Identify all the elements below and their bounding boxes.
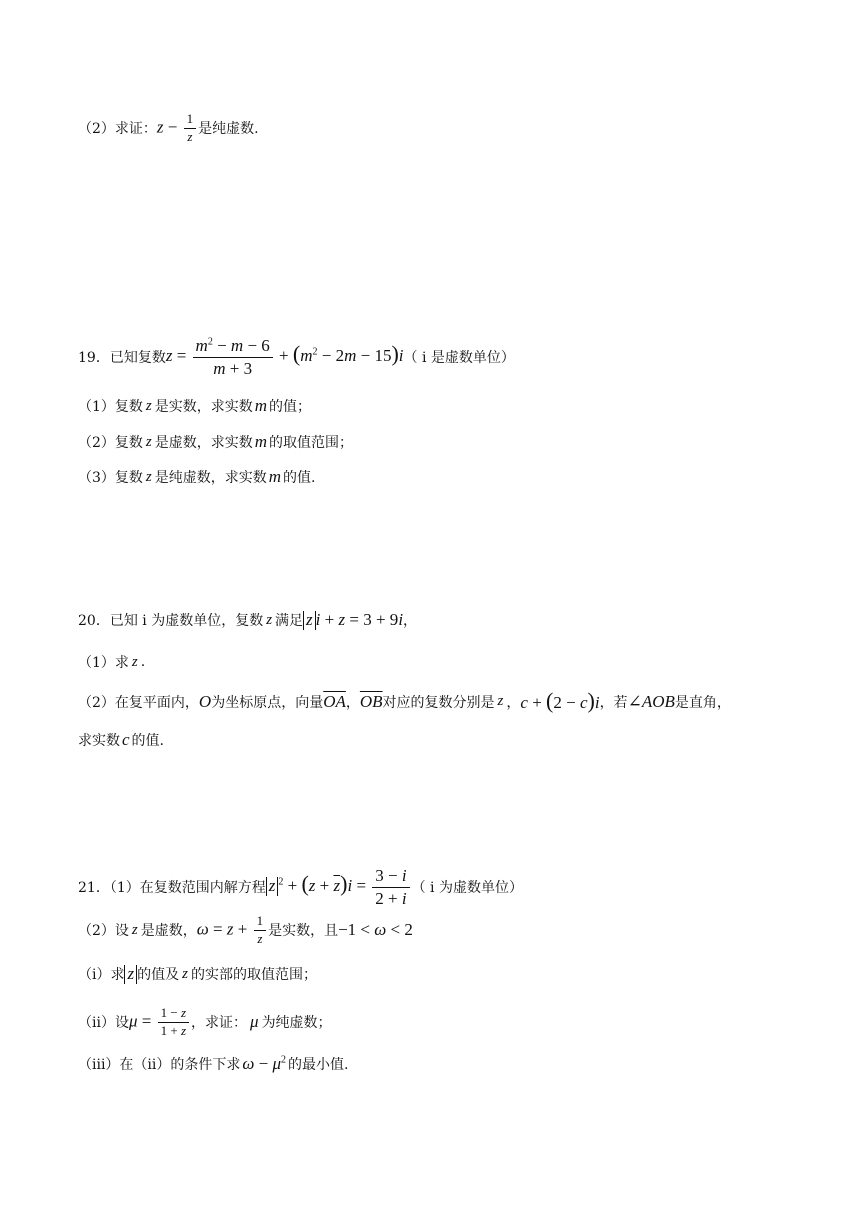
q21-part-iii	[78, 1054, 349, 1074]
q20-angle: ∠AOB	[627, 691, 675, 711]
q21-pi-c: 的实部的取值范围；	[190, 967, 317, 983]
q20-complex-expr: c + (2 − c)i	[520, 688, 600, 713]
var-z: z	[497, 693, 504, 709]
abs-z: z	[124, 964, 137, 984]
q20-part2-e: 是直角，	[674, 694, 731, 711]
q21-pi-a: （i）求	[78, 967, 125, 983]
q20-sep2: ，	[506, 694, 521, 711]
q21-intro-text: 21．（1）在复数范围内解方程	[78, 880, 266, 897]
q20-part2-line2-text: 求实数	[78, 733, 120, 749]
q21-p2-b: 是虚数，	[140, 923, 197, 940]
q20-part2-a: （2）在复平面内，	[78, 694, 199, 711]
q20-intro-mid: 满足	[275, 613, 304, 629]
var-z: z	[145, 433, 152, 450]
q21-p2-a: （2）设	[78, 923, 129, 940]
var-z: z	[131, 921, 138, 938]
q19-item-prefix: （2）复数	[78, 435, 143, 451]
var-z: z	[145, 468, 152, 485]
vector-OB: $\overline{OB}$	[359, 691, 383, 711]
var-m: m	[254, 432, 268, 451]
q19-item-mid: 是虚数，求实数	[154, 435, 253, 451]
q18-part2-tail: 是纯虚数.	[198, 121, 259, 138]
var-mu: μ	[250, 1012, 259, 1032]
var-m: m	[254, 396, 268, 415]
q21-pi-b: 的值及	[137, 967, 180, 983]
q19-item-prefix: （1）复数	[78, 399, 143, 415]
var-z: z	[131, 653, 138, 670]
q21-pii-b: ，求证：	[191, 1015, 248, 1032]
q21-part-ii	[78, 1006, 332, 1039]
var-O: O	[198, 691, 212, 711]
q19-item-mid: 是纯虚数，求实数	[154, 470, 267, 486]
q20-formula: z i + z = 3 + 9i	[303, 610, 403, 630]
vector-OA: $\overline{OA}$	[323, 691, 346, 711]
q19-item-tail: 的值.	[283, 470, 316, 486]
q19-item-tail: 的取值范围；	[269, 435, 354, 451]
q21-part2	[78, 914, 413, 947]
q19-intro	[78, 336, 515, 378]
q20-part1-tail: .	[140, 654, 146, 670]
q20-sep: ，	[345, 694, 360, 711]
q21-piii-b: 的最小值.	[288, 1057, 349, 1073]
q21-omega-range: −1 < ω < 2	[338, 920, 413, 940]
q21-expr: $\omega - \mu^2$	[242, 1054, 287, 1073]
q20-part2-line2-tail: 的值.	[131, 733, 164, 749]
q19-item-1	[78, 396, 311, 416]
q18-part2-label: （2）求证：	[78, 121, 157, 138]
q19-intro-text: 19．已知复数	[78, 350, 166, 367]
q21-pii-c: 为纯虚数；	[261, 1015, 332, 1032]
q21-part-i	[78, 964, 317, 984]
q18-formula: z − $\frac{1}{z}$	[157, 112, 198, 145]
q20-part2-d: ，若	[599, 694, 628, 711]
q20-part2-b: 为坐标原点，向量	[211, 694, 324, 711]
q21-mu-def: μ = $\frac{1 - z}{1 + z}$	[129, 1006, 191, 1039]
q19-item-2	[78, 432, 353, 452]
q20-part1	[78, 652, 145, 672]
var-m: m	[268, 467, 282, 486]
q19-formula: z = $\frac{m^2 - m - 6}{m + 3}$ + $(m^2 - 2m - 15)i$	[165, 336, 404, 378]
q19-note: （ i 是虚数单位）	[403, 350, 515, 367]
q19-item-3	[78, 467, 316, 487]
q20-part2-c: 对应的复数分别是	[382, 694, 495, 711]
q20-comma: ，	[403, 613, 418, 629]
q21-piii-a: （iii）在（ii）的条件下求	[78, 1057, 241, 1073]
q21-formula: z $^2 + (z + \overline{z})i$ = $\frac{3 - i}{2 + i}$	[266, 866, 412, 908]
var-c: c	[122, 730, 130, 749]
q20-part2	[78, 690, 731, 713]
q21-omega-def: ω = z + $\frac{1}{z}$	[197, 914, 268, 947]
q19-item-prefix: （3）复数	[78, 470, 143, 486]
q21-pii-a: （ii）设	[78, 1015, 129, 1032]
var-z: z	[145, 397, 152, 414]
q20-intro	[78, 610, 417, 630]
q19-item-mid: 是实数，求实数	[154, 399, 253, 415]
q21-intro	[78, 866, 523, 908]
q18-part2	[78, 112, 259, 145]
q21-note: （ i 为虚数单位）	[411, 880, 523, 897]
var-z: z	[182, 965, 188, 982]
q19-item-tail: 的值；	[269, 399, 312, 415]
var-z: z	[266, 611, 273, 628]
q21-p2-c: 是实数，且	[268, 923, 339, 940]
q20-intro-text: 20．已知 i 为虚数单位，复数	[78, 613, 264, 629]
q20-part2-line2	[78, 730, 164, 750]
q20-part1-text: （1）求	[78, 655, 129, 671]
